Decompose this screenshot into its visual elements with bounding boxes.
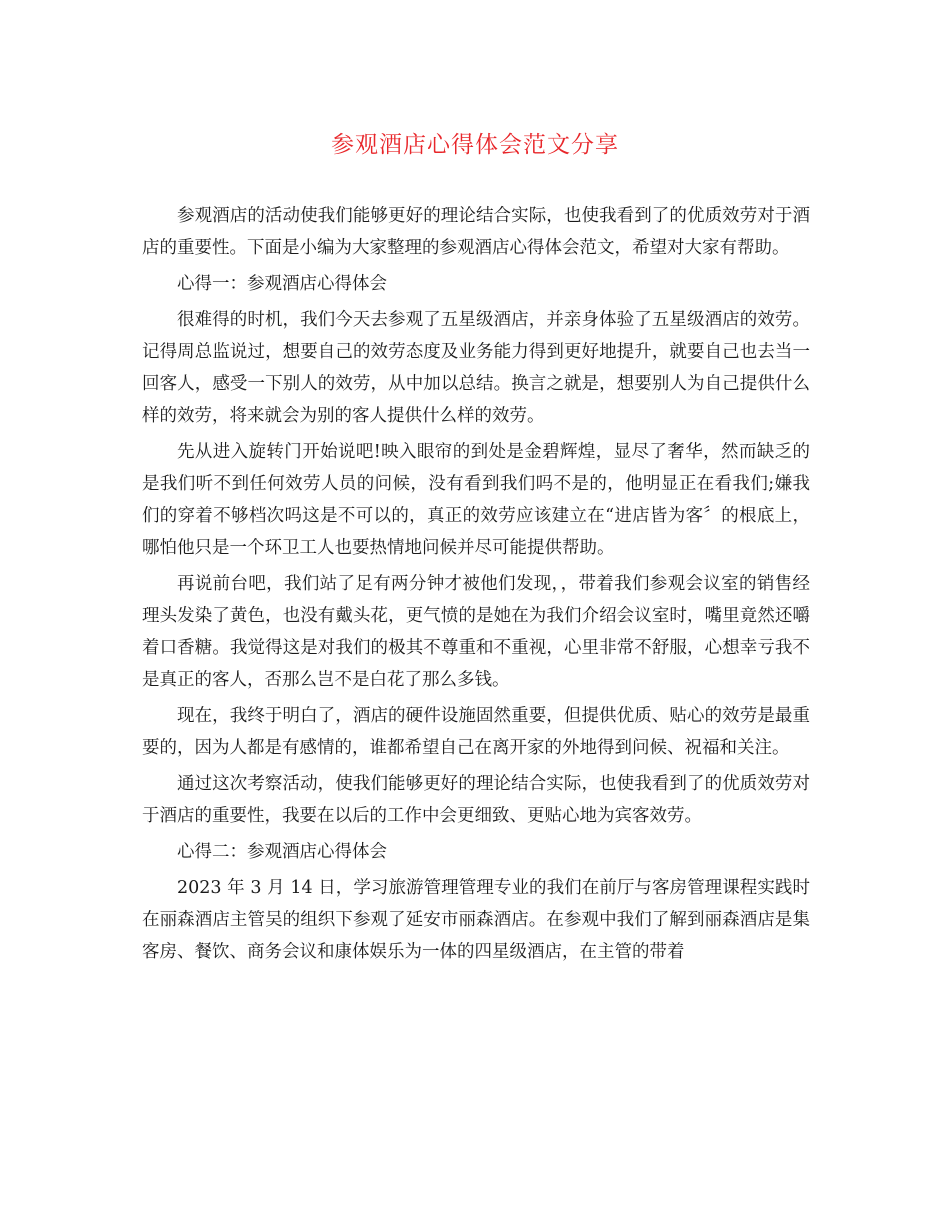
document-title: 参观酒店心得体会范文分享 (331, 132, 619, 158)
document-body (142, 200, 810, 972)
section-heading-2: 心得二：参观酒店心得体会 (177, 842, 387, 862)
section-heading-1: 心得一：参观酒店心得体会 (177, 274, 387, 294)
paragraph: 很难得的时机，我们今天去参观了五星级酒店，并亲身体验了五星级酒店的效劳。记得周总监说过，想要自己的效劳态度及业务能力得到更好地提升，就要自己也去当一回客人，感受一下别人的效劳，从中加以总结。换言之就是，想要别人为自己提供什么样的效劳，将来就会为别的客人提供什么样的效劳。 (142, 310, 810, 426)
paragraph-intro: 参观酒店的活动使我们能够更好的理论结合实际，也使我看到了的优质效劳对于酒店的重要性。下面是小编为大家整理的参观酒店心得体会范文，希望对大家有帮助。 (142, 206, 810, 258)
paragraph: 2023 年 3 月 14 日，学习旅游管理管理专业的我们在前厅与客房管理课程实践时在丽森酒店主管吴的组织下参观了延安市丽森酒店。在参观中我们了解到丽森酒店是集客房、餐饮、商务会议和康体娱乐为一体的四星级酒店，在主管的带着 (142, 878, 810, 962)
paragraph: 再说前台吧，我们站了足有两分钟才被他们发现，，带着我们参观会议室的销售经理头发染了黄色，也没有戴头花，更气愤的是她在为我们介绍会议室时，嘴里竟然还嚼着口香糖。我觉得这是对我们的极其不尊重和不重视，心里非常不舒服，心想幸亏我不是真正的客人，否那么岂不是白花了那么多钱。 (142, 574, 810, 690)
paragraph: 先从进入旋转门开始说吧!映入眼帘的到处是金碧辉煌，显尽了奢华，然而缺乏的是我们听不到任何效劳人员的问候，没有看到我们吗不是的，他明显正在看我们;嫌我们的穿着不够档次吗这是不可以的，真正的效劳应该建立在“进店皆为客〞的根底上，哪怕他只是一个环卫工人也要热情地问候并尽可能提供帮助。 (142, 442, 810, 558)
paragraph: 现在，我终于明白了，酒店的硬件设施固然重要，但提供优质、贴心的效劳是最重要的，因为人都是有感情的，谁都希望自己在离开家的外地得到问候、祝福和关注。 (142, 706, 810, 758)
paragraph: 通过这次考察活动，使我们能够更好的理论结合实际，也使我看到了的优质效劳对于酒店的重要性，我要在以后的工作中会更细致、更贴心地为宾客效劳。 (142, 774, 810, 826)
